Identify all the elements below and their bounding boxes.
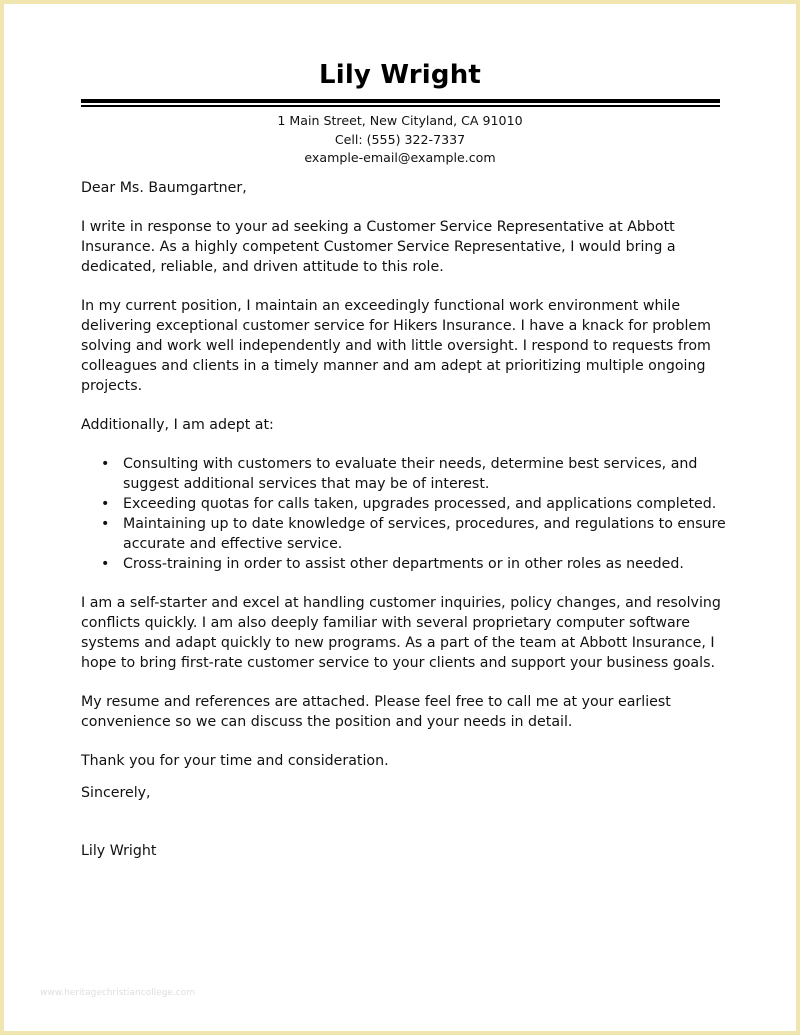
list-item-text: Maintaining up to date knowledge of services, procedures, and regulations to ensure accurate and effective service. xyxy=(123,516,726,552)
list-item xyxy=(101,454,726,494)
contact-block xyxy=(4,112,796,168)
paragraph-references: My resume and references are attached. Please feel free to call me at your earliest convenience so we can discuss the position and your needs in detail. xyxy=(81,694,671,730)
list-item xyxy=(101,514,726,554)
bullet-icon: • xyxy=(101,496,110,512)
header-rule-thin xyxy=(81,105,720,107)
letter-page xyxy=(4,4,796,1031)
thanks-line: Thank you for your time and consideration. xyxy=(81,753,389,769)
paragraph-intro: I write in response to your ad seeking a Customer Service Representative at Abbott Insurance. As a highly competent Customer Service Representative, I would bring a dedicated, reliable, and driven attitude to this role. xyxy=(81,219,676,275)
list-item-text: Cross-training in order to assist other departments or in other roles as needed. xyxy=(123,556,684,572)
list-item xyxy=(101,494,726,514)
watermark: www.heritagechristiancollege.com xyxy=(40,988,195,998)
header-rule-thick xyxy=(81,99,720,103)
greeting: Dear Ms. Baumgartner, xyxy=(81,180,247,196)
skills-list xyxy=(81,454,726,574)
list-item-text: Exceeding quotas for calls taken, upgrades processed, and applications completed. xyxy=(123,496,717,512)
paragraph-self-starter: I am a self-starter and excel at handling customer inquiries, policy changes, and resolving conflicts quickly. I am also deeply familiar with several proprietary computer software systems and adapt quickly to new programs. As a part of the team at Abbott Insurance, I hope to bring first-rate customer service to your clients and support your business goals. xyxy=(81,595,721,671)
paragraph-current-position: In my current position, I maintain an exceedingly functional work environment while delivering exceptional customer service for Hikers Insurance. I have a knack for problem solving and work well independently and with little oversight. I respond to requests from colleagues and clients in a timely manner and am adept at prioritizing multiple ongoing projects. xyxy=(81,298,711,394)
list-item xyxy=(101,554,726,574)
bullet-icon: • xyxy=(101,456,110,472)
address-line: 1 Main Street, New Cityland, CA 91010 xyxy=(277,113,523,128)
email-line: example-email@example.com xyxy=(304,150,496,165)
letter-body xyxy=(81,178,726,861)
closing-line: Sincerely, xyxy=(81,785,151,801)
signature: Lily Wright xyxy=(81,843,157,859)
list-intro: Additionally, I am adept at: xyxy=(81,417,274,433)
bullet-icon: • xyxy=(101,516,110,532)
phone-line: Cell: (555) 322-7337 xyxy=(334,131,466,147)
list-item-text: Consulting with customers to evaluate their needs, determine best services, and suggest additional services that may be of interest. xyxy=(123,456,698,492)
sender-name: Lily Wright xyxy=(318,60,482,90)
bullet-icon: • xyxy=(101,556,110,572)
